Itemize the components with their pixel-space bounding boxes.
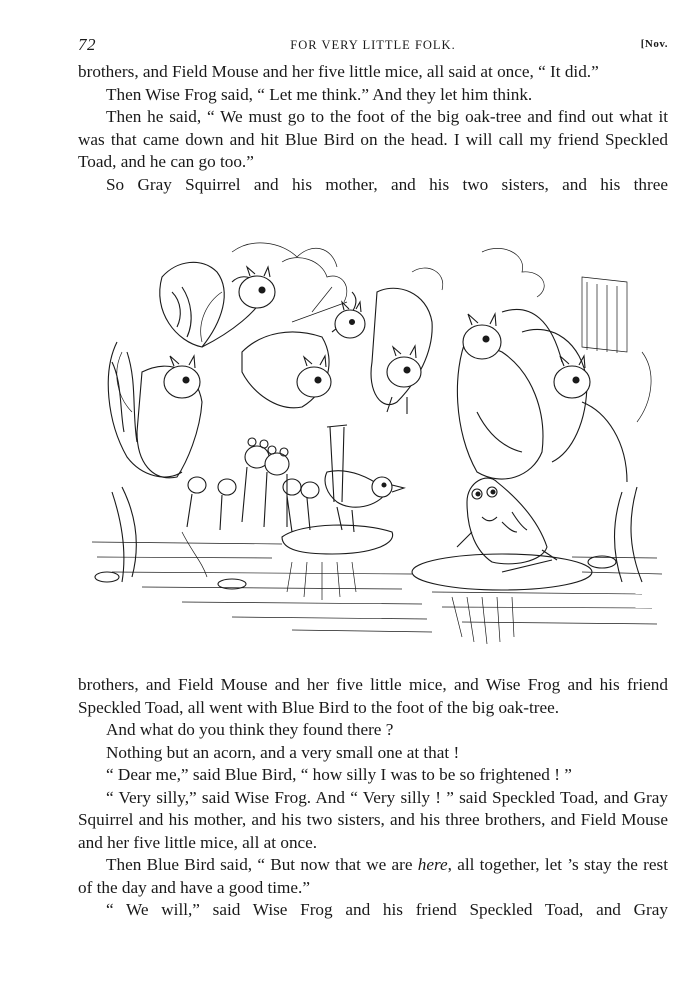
page-number: 72 [78, 35, 96, 54]
text-span: Then Blue Bird said, “ But now that we are [106, 855, 418, 874]
wise-frog [457, 478, 557, 564]
stump [327, 425, 347, 502]
paragraph: Nothing but an acorn, and a very small one at that ! [106, 742, 460, 762]
paragraph: Then he said, “ We must go to the foot of the big oak-tree and find out what it was that came down and hit Blue Bird on the head. I will call my friend Speckled Toad, and he can go too.” [78, 107, 668, 171]
paragraph: “ Dear me,” said Blue Bird, “ how silly I was to be so frightened ! ” [106, 765, 572, 784]
emphasis-here: here [417, 855, 448, 874]
squirrel-right [457, 309, 562, 479]
engraving-illustration [82, 232, 667, 657]
paragraph: brothers, and Field Mouse and her five little mice, all said at once, “ It did.” [78, 62, 599, 81]
animals-gathering-by-pond-illustration [82, 232, 667, 657]
lily-pad [412, 554, 592, 590]
squirrel-center [371, 288, 432, 414]
paragraph: brothers, and Field Mouse and her five little mice, and Wise Frog and his friend Speckled Toad, all went with Blue Bird to the foot of the big oak-tree. [78, 675, 668, 717]
issue-month: [Nov. [640, 38, 668, 50]
blue-bird [325, 471, 404, 532]
paragraph: “ We will,” said Wise Frog and his friend Speckled Toad, and Gray [106, 900, 668, 919]
running-head [78, 35, 668, 58]
running-title: FOR VERY LITTLE FOLK. [290, 38, 456, 52]
text-block-bottom [78, 674, 668, 922]
paragraph: And what do you think they found there ? [106, 720, 394, 739]
mice-group [187, 438, 319, 532]
paragraph: So Gray Squirrel and his mother, and his two sisters, and his three [106, 174, 668, 194]
text-block-top [78, 61, 668, 196]
water-ripples [92, 542, 662, 632]
squirrel-upper-left [160, 262, 275, 347]
squirrel-upper-middle [242, 292, 365, 408]
squirrel-left [108, 342, 202, 478]
text-span: , all together, let ’s stay the rest of the day and have a good time.” [78, 855, 668, 897]
paragraph [78, 854, 668, 899]
paragraph: “ Very silly,” said Wise Frog. And “ Very silly ! ” said Speckled Toad, and Gray Squirrel and his mother, and his two sisters, and his three brothers, and Field Mouse and her five little mice, all at once. [78, 787, 668, 852]
squirrel-far-right [522, 329, 627, 482]
paragraph: Then Wise Frog said, “ Let me think.” And they let him think. [106, 84, 533, 104]
rock [282, 525, 393, 554]
